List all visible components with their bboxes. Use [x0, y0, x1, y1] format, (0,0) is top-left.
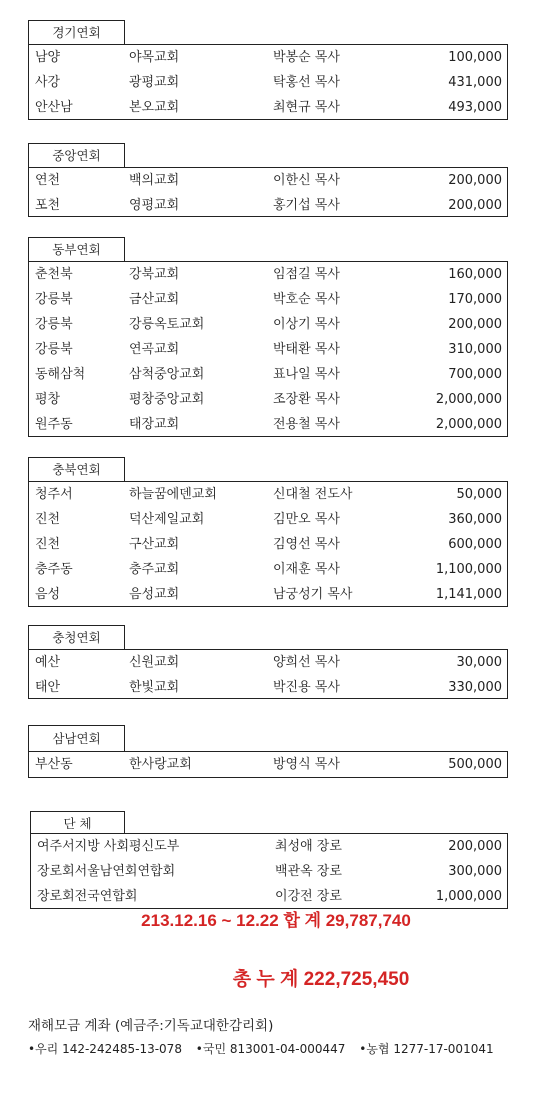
period-total: 213.12.16 ~ 12.22 합 계 29,787,740 [141, 911, 411, 930]
section-title: 동부연회 [28, 237, 125, 261]
pastor-cell: 방영식 목사 [273, 757, 340, 772]
table-row [29, 482, 507, 507]
section-title: 충청연회 [28, 625, 125, 649]
region-cell: 원주동 [35, 417, 73, 432]
region-cell: 안산남 [35, 100, 73, 115]
region-cell: 포천 [35, 198, 61, 213]
region-cell: 동해삼척 [35, 367, 86, 382]
church-cell: 충주교회 [129, 562, 180, 577]
table-row [29, 193, 507, 218]
region-cell: 평창 [35, 392, 61, 407]
church-cell: 한빛교회 [129, 680, 180, 695]
pastor-cell: 남궁성기 목사 [273, 587, 353, 602]
cumulative-total: 총 누 계 222,725,450 [232, 969, 410, 990]
pastor-cell: 전용철 목사 [273, 417, 340, 432]
region-cell: 연천 [35, 173, 61, 188]
table-row [29, 532, 507, 557]
region-cell: 진천 [35, 512, 61, 527]
church-cell: 금산교회 [129, 292, 180, 307]
region-cell: 청주서 [35, 487, 73, 502]
amount-cell: 160,000 [448, 267, 502, 282]
pastor-cell: 임점길 목사 [273, 267, 340, 282]
table-row [29, 95, 507, 120]
church-cell: 하늘꿈에덴교회 [129, 487, 217, 502]
amount-cell: 200,000 [448, 198, 502, 213]
amount-cell: 493,000 [448, 100, 502, 115]
church-cell: 백의교회 [129, 173, 180, 188]
table-row [29, 752, 507, 777]
church-cell: 덕산제일교회 [129, 512, 205, 527]
account-title: 재해모금 계좌 (예금주:기독교대한감리회) [28, 1018, 274, 1034]
pastor-cell: 이재훈 목사 [273, 562, 340, 577]
pastor-cell: 홍기섭 목사 [273, 198, 340, 213]
pastor-cell: 탁홍선 목사 [273, 75, 340, 90]
region-cell: 강릉북 [35, 317, 73, 332]
table-row [29, 675, 507, 700]
section-title: 삼남연회 [28, 725, 125, 751]
region-cell: 음성 [35, 587, 61, 602]
pastor-cell: 김만오 목사 [273, 512, 340, 527]
church-cell: 태장교회 [129, 417, 180, 432]
amount-cell: 50,000 [456, 487, 502, 502]
table-row [29, 312, 507, 337]
amount-cell: 310,000 [448, 342, 502, 357]
table-row [29, 387, 507, 412]
church-cell: 음성교회 [129, 587, 180, 602]
section-table [28, 167, 508, 217]
pastor-cell: 이상기 목사 [273, 317, 340, 332]
section-table [28, 261, 508, 437]
region-cell: 강릉북 [35, 292, 73, 307]
account-list [28, 1040, 504, 1057]
church-cell: 구산교회 [129, 537, 180, 552]
church-cell: 본오교회 [129, 100, 180, 115]
table-row [29, 650, 507, 675]
pastor-cell: 조장환 목사 [273, 392, 340, 407]
table-row [29, 582, 507, 607]
amount-cell: 330,000 [448, 680, 502, 695]
region-cell: 강릉북 [35, 342, 73, 357]
table-row [29, 70, 507, 95]
table-row [31, 859, 507, 884]
amount-cell: 700,000 [448, 367, 502, 382]
table-row [29, 412, 507, 437]
amount-cell: 2,000,000 [435, 392, 502, 407]
section-title: 단 체 [30, 811, 125, 835]
section-table [28, 481, 508, 607]
amount-cell: 1,141,000 [435, 587, 502, 602]
amount-cell: 1,100,000 [435, 562, 502, 577]
church-cell: 평창중앙교회 [129, 392, 205, 407]
amount-cell: 600,000 [448, 537, 502, 552]
amount-cell: 170,000 [448, 292, 502, 307]
table-row [29, 507, 507, 532]
amount-cell: 431,000 [448, 75, 502, 90]
table-row [29, 557, 507, 582]
pastor-cell: 박봉순 목사 [273, 50, 340, 65]
pastor-cell: 이강전 장로 [275, 889, 342, 904]
section-table [28, 44, 508, 120]
section-table [28, 649, 508, 699]
pastor-cell: 표나일 목사 [273, 367, 340, 382]
region-cell: 춘천북 [35, 267, 73, 282]
group-name-cell: 여주서지방 사회평신도부 [37, 839, 180, 854]
region-cell: 진천 [35, 537, 61, 552]
amount-cell: 1,000,000 [435, 889, 502, 904]
pastor-cell: 백관옥 장로 [275, 864, 342, 879]
amount-cell: 200,000 [448, 317, 502, 332]
region-cell: 부산동 [35, 757, 73, 772]
group-name-cell: 장로회전국연합회 [37, 889, 138, 904]
amount-cell: 2,000,000 [435, 417, 502, 432]
amount-cell: 30,000 [456, 655, 502, 670]
table-row [29, 45, 507, 70]
church-cell: 강릉옥토교회 [129, 317, 205, 332]
pastor-cell: 최현규 목사 [273, 100, 340, 115]
account-woori: •우리 142-242485-13-078 [28, 1042, 182, 1056]
church-cell: 신원교회 [129, 655, 180, 670]
table-row [29, 362, 507, 387]
pastor-cell: 이한신 목사 [273, 173, 340, 188]
pastor-cell: 양희선 목사 [273, 655, 340, 670]
amount-cell: 100,000 [448, 50, 502, 65]
amount-cell: 200,000 [448, 839, 502, 854]
amount-cell: 360,000 [448, 512, 502, 527]
church-cell: 연곡교회 [129, 342, 180, 357]
region-cell: 충주동 [35, 562, 73, 577]
section-title: 충북연회 [28, 457, 125, 481]
pastor-cell: 박호순 목사 [273, 292, 340, 307]
church-cell: 강북교회 [129, 267, 180, 282]
church-cell: 한사랑교회 [129, 757, 192, 772]
pastor-cell: 김영선 목사 [273, 537, 340, 552]
region-cell: 태안 [35, 680, 61, 695]
pastor-cell: 최성애 장로 [275, 839, 342, 854]
table-row [29, 337, 507, 362]
section-title: 경기연회 [28, 20, 125, 44]
amount-cell: 500,000 [448, 757, 502, 772]
table-row [29, 262, 507, 287]
pastor-cell: 박태환 목사 [273, 342, 340, 357]
region-cell: 사강 [35, 75, 61, 90]
pastor-cell: 박진용 목사 [273, 680, 340, 695]
table-row [29, 168, 507, 193]
church-cell: 영평교회 [129, 198, 180, 213]
account-nonghyup: •농협 1277-17-001041 [359, 1042, 494, 1056]
pastor-cell: 신대철 전도사 [273, 487, 353, 502]
section-table [30, 833, 508, 909]
region-cell: 예산 [35, 655, 61, 670]
amount-cell: 300,000 [448, 864, 502, 879]
amount-cell: 200,000 [448, 173, 502, 188]
church-cell: 삼척중앙교회 [129, 367, 205, 382]
table-row [29, 287, 507, 312]
church-cell: 광평교회 [129, 75, 180, 90]
church-cell: 야목교회 [129, 50, 180, 65]
section-title: 중앙연회 [28, 143, 125, 167]
region-cell: 남양 [35, 50, 61, 65]
account-kookmin: •국민 813001-04-000447 [195, 1042, 346, 1056]
group-name-cell: 장로회서울남연회연합회 [37, 864, 176, 879]
section-table [28, 751, 508, 778]
table-row [31, 834, 507, 859]
